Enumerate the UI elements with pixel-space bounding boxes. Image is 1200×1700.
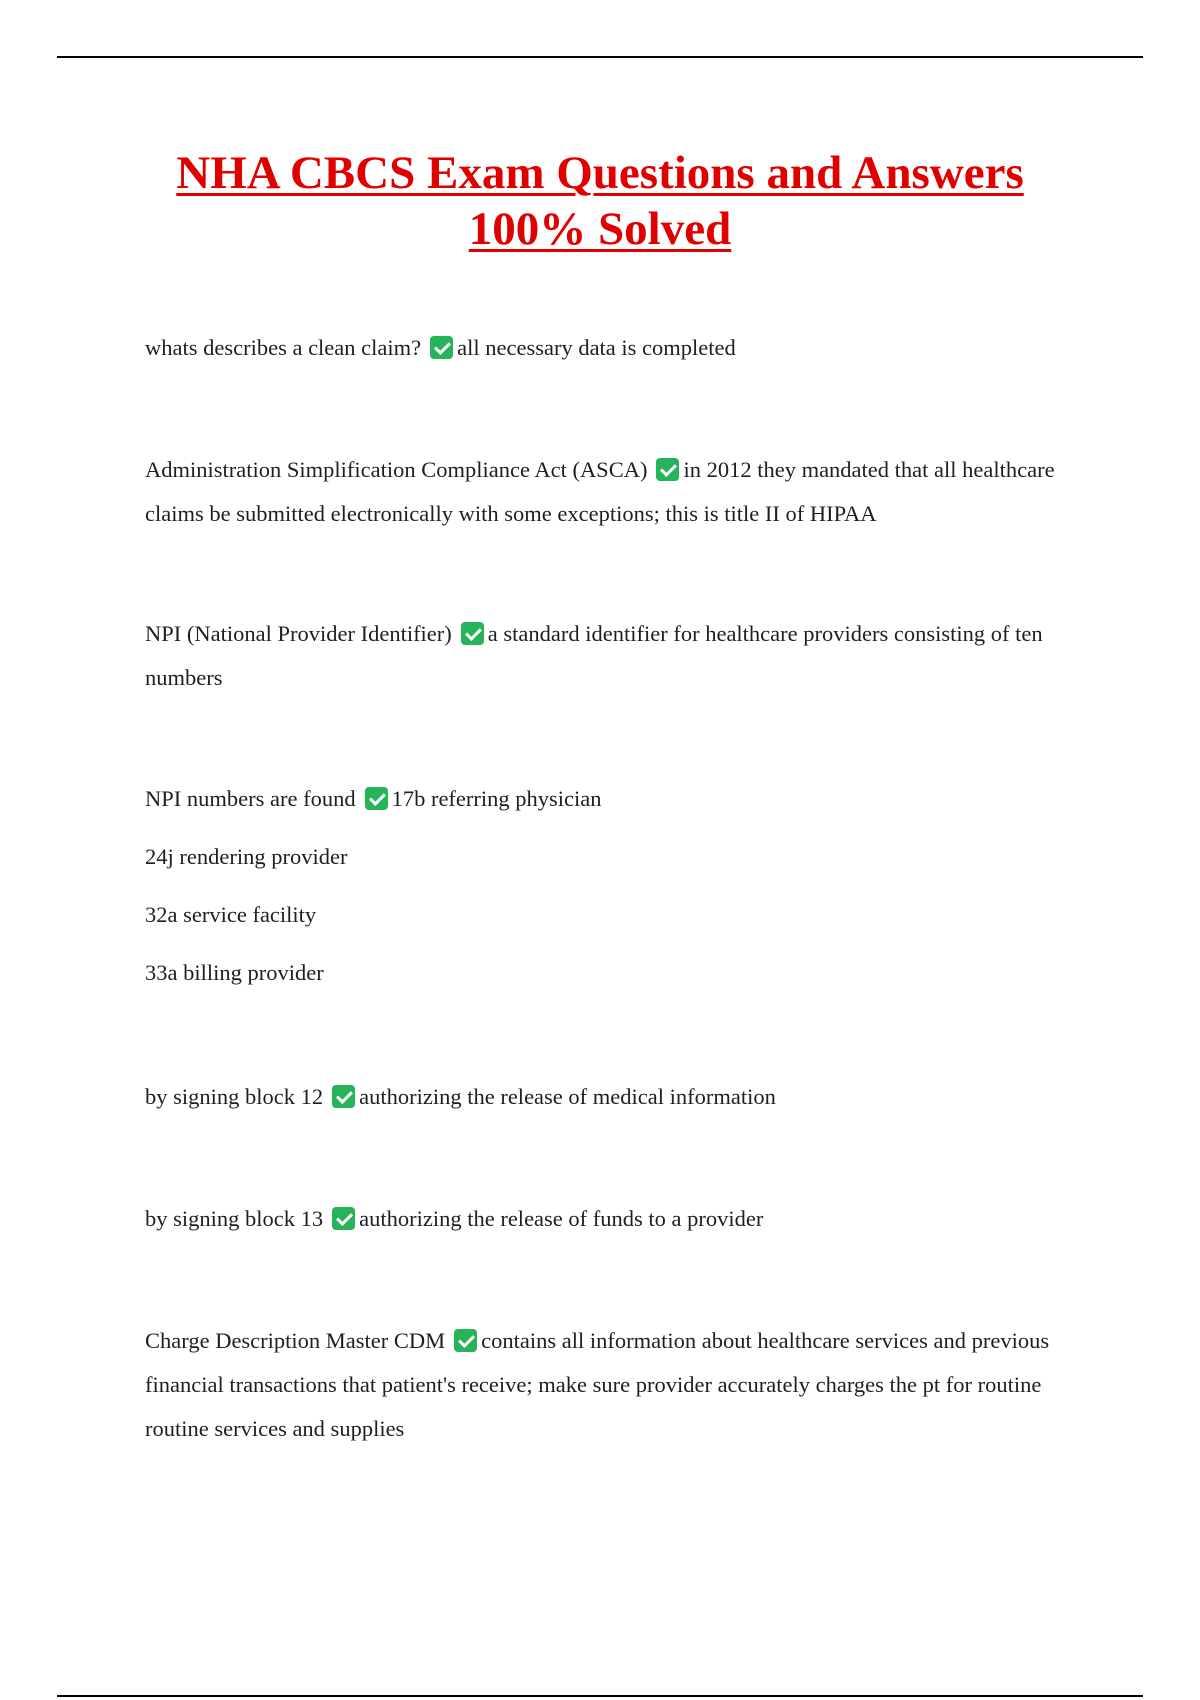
title-line-1: NHA CBCS Exam Questions and Answers [176,147,1024,199]
question-text: by signing block 12 [145,1084,324,1109]
top-rule [57,56,1143,58]
page-title [0,145,1200,257]
check-mark-icon [454,1329,477,1352]
qa-item-asca [145,448,1085,536]
qa-item-npi [145,612,1085,700]
check-mark-icon [332,1207,355,1230]
answer-line: 33a billing provider [145,960,324,985]
answer-text: in 2012 they mandated that all healthcare claims be submitted electronically with some exceptions; this is title II of HIPAA [145,457,1055,526]
qa-text [145,1197,1085,1241]
bottom-rule [57,1695,1143,1697]
qa-item-cdm [145,1319,1085,1451]
qa-item-block-12 [145,1075,1085,1119]
question-text: Charge Description Master CDM [145,1328,446,1353]
question-text: Administration Simplification Compliance Act (ASCA) [145,457,648,482]
title-line-2: 100% Solved [468,203,732,255]
answer-text: authorizing the release of medical information [359,1084,776,1109]
qa-text [145,448,1085,536]
answer-line: 24j rendering provider [145,844,348,869]
check-mark-icon [332,1085,355,1108]
qa-text [145,612,1085,700]
qa-text [145,326,1085,370]
question-text: NPI (National Provider Identifier) [145,621,452,646]
check-mark-icon [656,458,679,481]
check-mark-icon [430,336,453,359]
qa-text [145,777,1085,821]
answer-text: authorizing the release of funds to a provider [359,1206,764,1231]
answer-line: 32a service facility [145,902,317,927]
qa-text [145,1319,1085,1451]
qa-text [145,1075,1085,1119]
check-mark-icon [365,787,388,810]
answer-text: all necessary data is completed [457,335,736,360]
qa-item-clean-claim [145,326,1085,370]
qa-item-block-13 [145,1197,1085,1241]
check-mark-icon [461,622,484,645]
answer-text: a standard identifier for healthcare providers consisting of ten numbers [145,621,1043,690]
answer-text: contains all information about healthcare services and previous financial transactions that patient's receive; make sure provider accurately charges the pt for routine routine services and supplies [145,1328,1050,1441]
answer-text: 17b referring physician [391,786,602,811]
question-text: by signing block 13 [145,1206,324,1231]
question-text: NPI numbers are found [145,786,356,811]
question-text: whats describes a clean claim? [145,335,422,360]
qa-item-npi-numbers [145,777,1085,995]
